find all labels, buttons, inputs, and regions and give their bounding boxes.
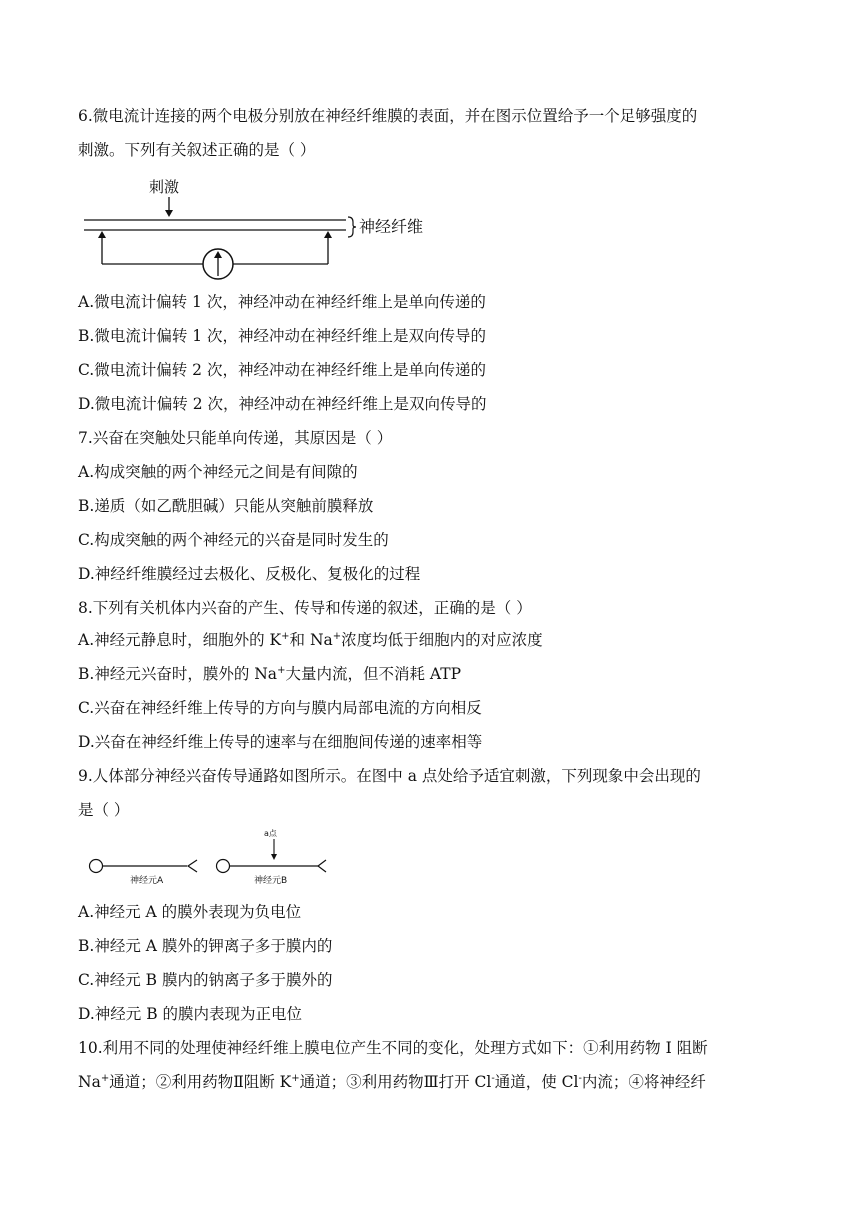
q6-option-c: C.微电流计偏转 2 次，神经冲动在神经纤维上是单向传递的 (78, 361, 486, 379)
neuron-a-soma (90, 860, 103, 873)
q7-stem: 7.兴奋在突触处只能单向传递，其原因是（ ） (78, 429, 393, 447)
fiber-brace (348, 217, 356, 237)
stimulus-label: 刺激 (149, 178, 180, 196)
neuron-a-terminal (188, 860, 197, 872)
q6-stem-line2: 刺激。下列有关叙述正确的是（ ） (78, 141, 316, 159)
neuron-b-label: 神经元B (254, 876, 288, 886)
point-a-label: a点 (264, 829, 277, 838)
q6-option-a: A.微电流计偏转 1 次，神经冲动在神经纤维上是单向传递的 (78, 293, 486, 311)
q8-option-d: D.兴奋在神经纤维上传导的速率与在细胞间传递的速率相等 (78, 733, 483, 751)
q9-neuron-pathway-figure (84, 826, 334, 888)
q6-option-d: D.微电流计偏转 2 次，神经冲动在神经纤维上是双向传导的 (78, 395, 487, 413)
q8-option-b: B.神经元兴奋时，膜外的 Na+大量内流，但不消耗 ATP (78, 665, 461, 683)
q9-option-d: D.神经元 B 的膜内表现为正电位 (78, 1005, 303, 1023)
q7-option-d: D.神经纤维膜经过去极化、反极化、复极化的过程 (78, 565, 421, 583)
q8-option-a: A.神经元静息时，细胞外的 K+和 Na+浓度均低于细胞内的对应浓度 (78, 631, 543, 649)
q9-option-a: A.神经元 A 的膜外表现为负电位 (78, 903, 302, 921)
q9-option-c: C.神经元 B 膜内的钠离子多于膜外的 (78, 971, 333, 989)
q7-option-a: A.构成突触的两个神经元之间是有间隙的 (78, 463, 358, 481)
q9-stem-line2: 是（ ） (78, 801, 130, 819)
q6-nerve-fiber-figure (80, 170, 440, 282)
q6-option-b: B.微电流计偏转 1 次，神经冲动在神经纤维上是双向传导的 (78, 327, 487, 345)
q7-option-c: C.构成突触的两个神经元的兴奋是同时发生的 (78, 531, 389, 549)
q6-stem-line1: 6.微电流计连接的两个电极分别放在神经纤维膜的表面，并在图示位置给予一个足够强度的 (78, 107, 698, 125)
q9-stem-line1: 9.人体部分神经兴奋传导通路如图所示。在图中 a 点处给予适宜刺激，下列现象中会出现的 (78, 767, 701, 785)
neuron-a-label: 神经元A (130, 876, 164, 886)
q7-option-b: B.递质（如乙酰胆碱）只能从突触前膜释放 (78, 497, 374, 515)
q10-line1: 10.利用不同的处理使神经纤维上膜电位产生不同的变化，处理方式如下：①利用药物 I 阻断 (78, 1039, 708, 1057)
q8-stem: 8.下列有关机体内兴奋的产生、传导和传递的叙述，正确的是（ ） (78, 599, 532, 617)
neuron-b-soma (217, 860, 230, 873)
q10-line2: Na+通道；②利用药物Ⅱ阻断 K+通道；③利用药物Ⅲ打开 Cl-通道，使 Cl-内流；④将神经纤 (78, 1073, 706, 1091)
neuron-b-terminal (318, 860, 326, 872)
fiber-label: 神经纤维 (359, 217, 424, 236)
q9-option-b: B.神经元 A 膜外的钾离子多于膜内的 (78, 937, 333, 955)
q8-option-c: C.兴奋在神经纤维上传导的方向与膜内局部电流的方向相反 (78, 699, 482, 717)
